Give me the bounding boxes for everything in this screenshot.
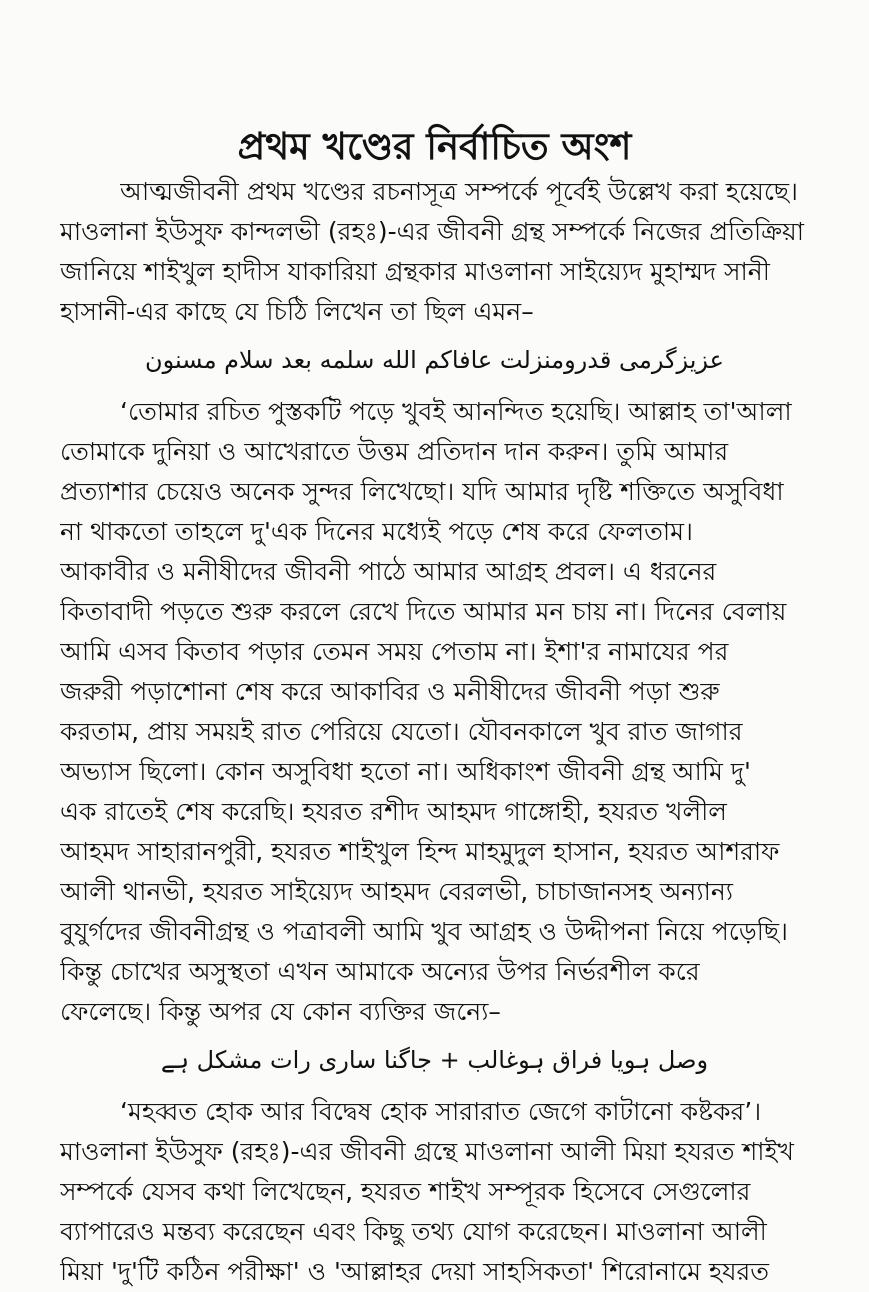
text-line: আত্মজীবনী প্রথম খণ্ডের রচনাসূত্র সম্পর্কে পূর্বেই উল্লেখ করা হয়েছে। [120,177,798,206]
text-line: আহমদ সাহারানপুরী, হযরত শাইখুল হিন্দ মাহমুদুল হাসান, হযরত আশরাফ [60,837,780,866]
text-line: কিন্তু চোখের অসুস্থতা এখন আমাকে অন্যের উপর নির্ভরশীল করে [60,957,700,986]
text-line: এক রাতেই শেষ করেছি। হযরত রশীদ আহমদ গাঙ্গোহী, হযরত খলীল [60,797,727,826]
text-line: বুযুর্গদের জীবনীগ্রন্থ ও পত্রাবলী আমি খুব আগ্রহ ও উদ্দীপনা নিয়ে পড়েছি। [60,917,788,946]
text-line: মাওলানা ইউসুফ (রহঃ)-এর জীবনী গ্রন্থে মাওলানা আলী মিয়া হযরত শাইখ [60,1137,794,1166]
text-line: মিয়া 'দু'টি কঠিন পরীক্ষা' ও 'আল্লাহর দেয়া সাহসিকতা' শিরোনামে হযরত [60,1257,770,1286]
text-line: তোমাকে দুনিয়া ও আখেরাতে উত্তম প্রতিদান দান করুন। তুমি আমার [60,437,729,466]
text-line: কিতাবাদী পড়তে শুরু করলে রেখে দিতে আমার মন চায় না। দিনের বেলায় [60,597,787,626]
text-line: মাওলানা ইউসুফ কান্দলভী (রহঃ)-এর জীবনী গ্রন্থ সম্পর্কে নিজের প্রতিক্রিয়া [60,217,804,246]
text-line: হাসানী-এর কাছে যে চিঠি লিখেন তা ছিল এমন– [60,297,534,326]
text-line: জরুরী পড়াশোনা শেষ করে আকাবির ও মনীষীদের জীবনী পড়া শুরু [60,677,720,706]
text-line: জানিয়ে শাইখুল হাদীস যাকারিয়া গ্রন্থকার মাওলানা সাইয়্যেদ মুহাম্মদ সানী [60,257,770,286]
text-line: প্রত্যাশার চেয়েও অনেক সুন্দর লিখেছো। যদি আমার দৃষ্টি শক্তিতে অসুবিধা [60,477,784,506]
text-line: অভ্যাস ছিলো। কোন অসুবিধা হতো না। অধিকাংশ জীবনী গ্রন্থ আমি দু' [60,757,751,786]
text-line: আমি এসব কিতাব পড়ার তেমন সময় পেতাম না। ইশা'র নামাযের পর [60,637,729,666]
arabic-quote: وصل ہویا فراق ہوغالب + جاگنا ساری رات مشکل ہے [160,1046,709,1074]
text-line: ‘তোমার রচিত পুস্তকটি পড়ে খুবই আনন্দিত হয়েছি। আল্লাহ তা'আলা [120,397,792,426]
text-line: ‘মহব্বত হোক আর বিদ্বেষ হোক সারারাত জেগে কাটানো কষ্টকর’। [120,1097,762,1126]
section-title: প্রথম খণ্ডের নির্বাচিত অংশ [237,125,632,168]
text-line: আলী থানভী, হযরত সাইয়্যেদ আহমদ বেরলভী, চাচাজানসহ অন্যান্য [60,877,734,906]
text-line: আকাবীর ও মনীষীদের জীবনী পাঠে আমার আগ্রহ প্রবল। এ ধরনের [60,557,717,586]
text-line: সম্পর্কে যেসব কথা লিখেছেন, হযরত শাইখ সম্পূরক হিসেবে সেগুলোর [60,1177,751,1206]
text-line: ব্যাপারেও মন্তব্য করেছেন এবং কিছু তথ্য যোগ করেছেন। মাওলানা আলী [60,1217,767,1246]
text-line: করতাম, প্রায় সময়ই রাত পেরিয়ে যেতো। যৌবনকালে খুব রাত জাগার [60,717,743,746]
text-line: ফেলেছে। কিন্তু অপর যে কোন ব্যক্তির জন্যে– [60,997,501,1026]
text-line: না থাকতো তাহলে দু'এক দিনের মধ্যেই পড়ে শেষ করে ফেলতাম। [60,517,693,546]
arabic-quote: عزیزگرمی قدرومنزلت عافاکم الله سلمه بعد سلام مسنون [145,346,724,374]
